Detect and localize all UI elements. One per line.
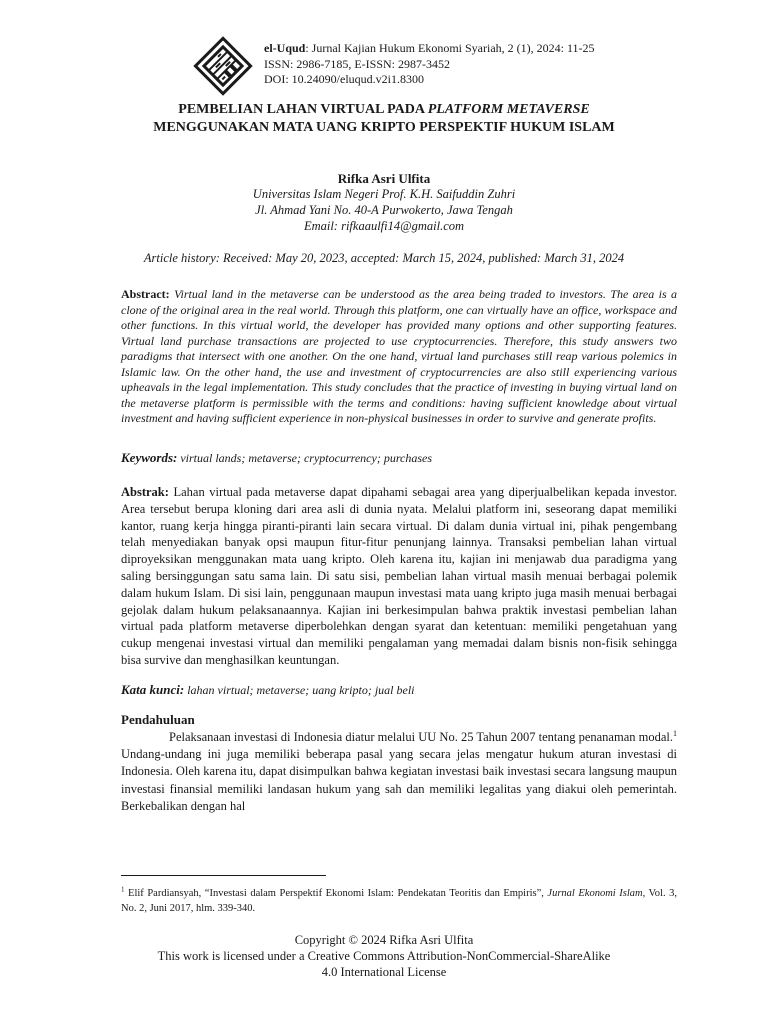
journal-info: [264, 41, 595, 88]
kata-kunci-text: lahan virtual; metaverse; uang kripto; jual beli: [187, 683, 415, 697]
abstract-label: Abstract:: [121, 287, 170, 301]
section-heading: Pendahuluan: [121, 712, 195, 727]
author-email[interactable]: Email: rifkaaulfi14@gmail.com: [303, 219, 465, 233]
title-line-1: [0, 101, 768, 119]
license-version[interactable]: 4.0 International License: [321, 965, 447, 979]
article-title: [0, 101, 768, 137]
title-line-2: MENGGUNAKAN MATA UANG KRIPTO PERSPEKTIF HUKUM ISLAM: [153, 120, 615, 135]
author-affiliation: Universitas Islam Negeri Prof. K.H. Saifuddin Zuhri: [252, 187, 516, 201]
abstrak-text: Lahan virtual pada metaverse dapat dipahami sebagai area yang diperjualbelikan kepada investor. Area tersebut berupa kloning dari area asli di dunia nyata. Melalui platform ini, seseorang dapat memiliki kantor, ruang kerja hingga piranti-piranti lain secara virtual. Di dalam dunia virtual ini, pihak pengembang telah menyediakan banyak opsi maupun fitur-fitur penunjang lainnya. Transaksi pembelian lahan virtual diproyeksikan menggunakan mata uang kripto. Oleh karena itu, kajian ini menjawab dua paradigma yang saling bersinggungan satu sama lain. Di satu sisi, pembelian lahan virtual masih menuai berbagai polemik dalam hukum Islam. Di sisi lain, penggunaan maupun investasi mata uang kripto juga masih menuai berbagai gejolak dalam hukum pelaksanaannya. Kajian ini berkesimpulan bahwa praktik investasi pembelian lahan virtual pada platform metaverse diperbolehkan dengan syarat dan ketentuan: memiliki pengetahuan yang cukup mengenai investasi virtual dan memiliki pengalaman yang memadai dalam bisnis non-fisik sehingga bisa survive dan menghasilkan keuntungan.: [121, 485, 677, 667]
footnote: [121, 886, 677, 916]
intro-text-before: Pelaksanaan investasi di Indonesia diatur melalui UU No. 25 Tahun 2007 tentang penanaman modal.: [169, 730, 673, 744]
journal-citation: [264, 41, 595, 57]
keywords-label: Keywords:: [121, 450, 178, 465]
footnote-text-end: Vol. 3, No. 2, Juni 2017, hlm. 339-340.: [121, 888, 677, 914]
keywords-text: virtual lands; metaverse; cryptocurrency; purchases: [180, 451, 433, 465]
kata-kunci-label: Kata kunci:: [121, 682, 185, 697]
article-history: Article history: Received: May 20, 2023, accepted: March 15, 2024, published: March 31, 2024: [143, 251, 625, 265]
author-affiliation-block: [0, 186, 768, 234]
kata-kunci: [121, 682, 677, 698]
journal-issn: ISSN: 2986-7185, E-ISSN: 2987-3452: [264, 56, 451, 71]
footnote-mark: 1: [121, 885, 125, 894]
journal-doi[interactable]: DOI: 10.24090/eluqud.v2i1.8300: [264, 72, 424, 86]
title-line-1-italic: PLATFORM METAVERSE: [427, 102, 590, 117]
abstrak-label: Abstrak:: [121, 485, 169, 499]
abstract-indonesian: [121, 484, 677, 669]
copyright-line: Copyright © 2024 Rifka Asri Ulfita: [294, 933, 474, 947]
abstract-english: [121, 287, 677, 427]
keywords: [121, 450, 677, 466]
author-name: Rifka Asri Ulfita: [337, 171, 431, 186]
footnote-ref[interactable]: 1: [673, 728, 677, 738]
journal-logo: [190, 33, 256, 99]
copyright-block: [0, 932, 768, 980]
journal-name: el-Uqud: [264, 41, 306, 55]
footnote-journal: Jurnal Ekonomi Islam,: [547, 888, 646, 899]
intro-text-after: Undang-undang ini juga memiliki beberapa pasal yang secara jelas mengatur hukum aturan investasi di Indonesia. Oleh karena itu, dapat disimpulkan bahwa kegiatan investasi baik investasi secara langsung maupun investasi finansial memiliki landasan hukum yang sah dan memiliki legalitas yang diakui oleh pemerintah. Berkebalikan dengan hal: [121, 747, 677, 813]
license-line[interactable]: This work is licensed under a Creative Commons Attribution-NonCommercial-ShareAlike: [157, 949, 611, 963]
journal-issue: : Jurnal Kajian Hukum Ekonomi Syariah, 2 (1), 2024: 11-25: [305, 41, 595, 55]
title-line-1-plain: PEMBELIAN LAHAN VIRTUAL PADA: [178, 102, 428, 117]
abstract-text: Virtual land in the metaverse can be understood as the area being traded to investors. The area is a clone of the original area in the real world. Through this platform, one can virtually have an office, workspace and other functions. In this virtual world, the developer has provided many options and other supporting features. Virtual land purchase transactions are projected to use cryptocurrencies. Therefore, this study answers two paradigms that intersect with one another. On the one hand, virtual land purchases still reap various polemics in Islamic law. On the other hand, the use and investment of cryptocurrencies are also still experiencing various upheavals in the legal implementation. This study concludes that the practice of investing in buying virtual land on the metaverse platform is permissible with the terms and conditions: having sufficient knowledge about virtual investment and having sufficient experience in non-physical businesses in order to survive and generate profits.: [121, 287, 678, 425]
author-address: Jl. Ahmad Yani No. 40-A Purwokerto, Jawa Tengah: [255, 203, 513, 217]
footnote-text: Elif Pardiansyah, “Investasi dalam Perspektif Ekonomi Islam: Pendekatan Teoritis dan Empiris”,: [124, 888, 548, 899]
footnote-divider: [121, 875, 326, 876]
intro-paragraph: [121, 729, 677, 815]
